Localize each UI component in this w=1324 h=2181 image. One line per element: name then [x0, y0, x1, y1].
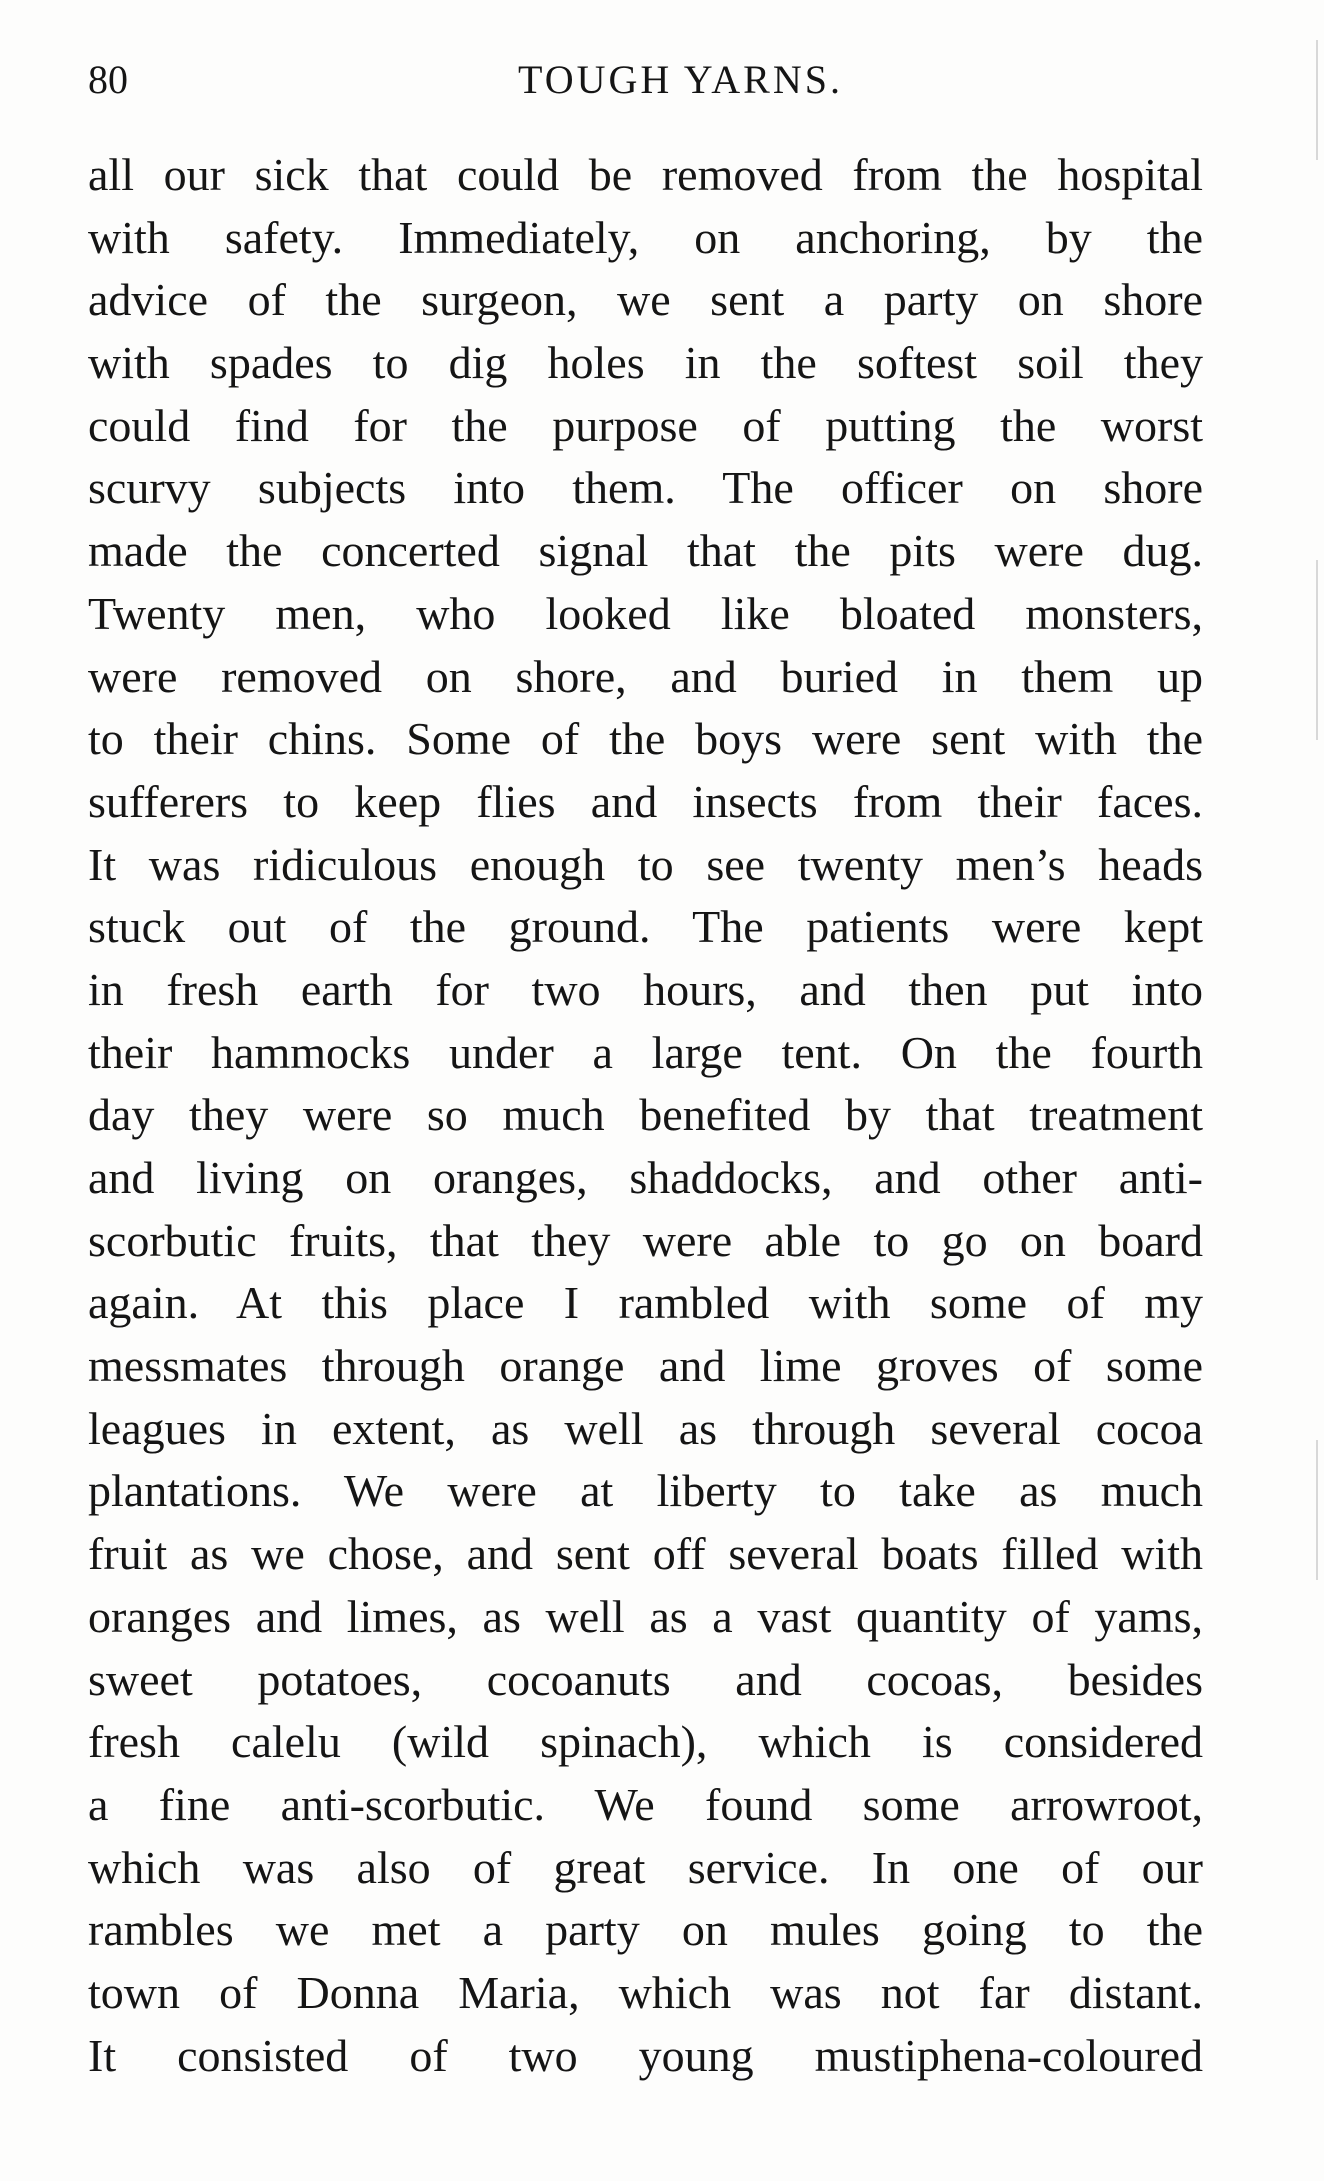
text-line: rambles we met a party on mules going to the	[88, 1904, 1203, 1956]
text-line: fruit as we chose, and sent off several boats filled with	[88, 1528, 1203, 1580]
text-line: It was ridiculous enough to see twenty men’s heads	[88, 838, 1203, 890]
text-line: plantations. We were at liberty to take as much	[88, 1465, 1203, 1517]
text-line: again. At this place I rambled with some of my	[88, 1277, 1203, 1329]
text-line: sufferers to keep flies and insects from their faces.	[88, 775, 1203, 827]
text-line: could find for the purpose of putting the worst	[88, 399, 1203, 451]
text-line: scurvy subjects into them. The officer on shore	[88, 462, 1203, 514]
text-line: advice of the surgeon, we sent a party on shore	[88, 274, 1203, 326]
text-line: their hammocks under a large tent. On the fourth	[88, 1026, 1203, 1078]
text-line: stuck out of the ground. The patients were kept	[88, 901, 1203, 953]
body-text	[88, 144, 1203, 2087]
page-edge-mark	[1316, 560, 1318, 740]
page-edge-mark	[1316, 1440, 1318, 1580]
text-line: a fine anti-scorbutic. We found some arrowroot,	[88, 1778, 1203, 1830]
page-number: 80	[88, 57, 128, 102]
text-line: scorbutic fruits, that they were able to go on board	[88, 1214, 1203, 1266]
text-line: with safety. Immediately, on anchoring, by the	[88, 211, 1203, 263]
text-line: were removed on shore, and buried in them up	[88, 650, 1203, 702]
text-line: which was also of great service. In one of our	[88, 1841, 1203, 1893]
text-line: town of Donna Maria, which was not far distant.	[88, 1966, 1203, 2018]
page-edge-mark	[1316, 40, 1318, 160]
text-line: made the concerted signal that the pits were dug.	[88, 525, 1203, 577]
text-line: sweet potatoes, cocoanuts and cocoas, besides	[88, 1653, 1203, 1705]
text-line: messmates through orange and lime groves of some	[88, 1340, 1203, 1392]
text-line: in fresh earth for two hours, and then put into	[88, 963, 1203, 1015]
text-line: It consisted of two young mustiphena-coloured	[88, 2029, 1203, 2081]
text-line: to their chins. Some of the boys were sent with the	[88, 713, 1203, 765]
text-line: day they were so much benefited by that treatment	[88, 1089, 1203, 1141]
text-line: leagues in extent, as well as through several cocoa	[88, 1402, 1203, 1454]
text-line: all our sick that could be removed from the hospital	[88, 149, 1203, 200]
page-header	[88, 52, 1203, 108]
text-line: with spades to dig holes in the softest soil they	[88, 337, 1203, 389]
text-line: and living on oranges, shaddocks, and other anti-	[88, 1152, 1203, 1203]
text-line: Twenty men, who looked like bloated monsters,	[88, 587, 1203, 639]
text-line: fresh calelu (wild spinach), which is considered	[88, 1716, 1203, 1768]
text-line: oranges and limes, as well as a vast quantity of yams,	[88, 1590, 1203, 1642]
running-title: TOUGH YARNS.	[518, 57, 843, 102]
